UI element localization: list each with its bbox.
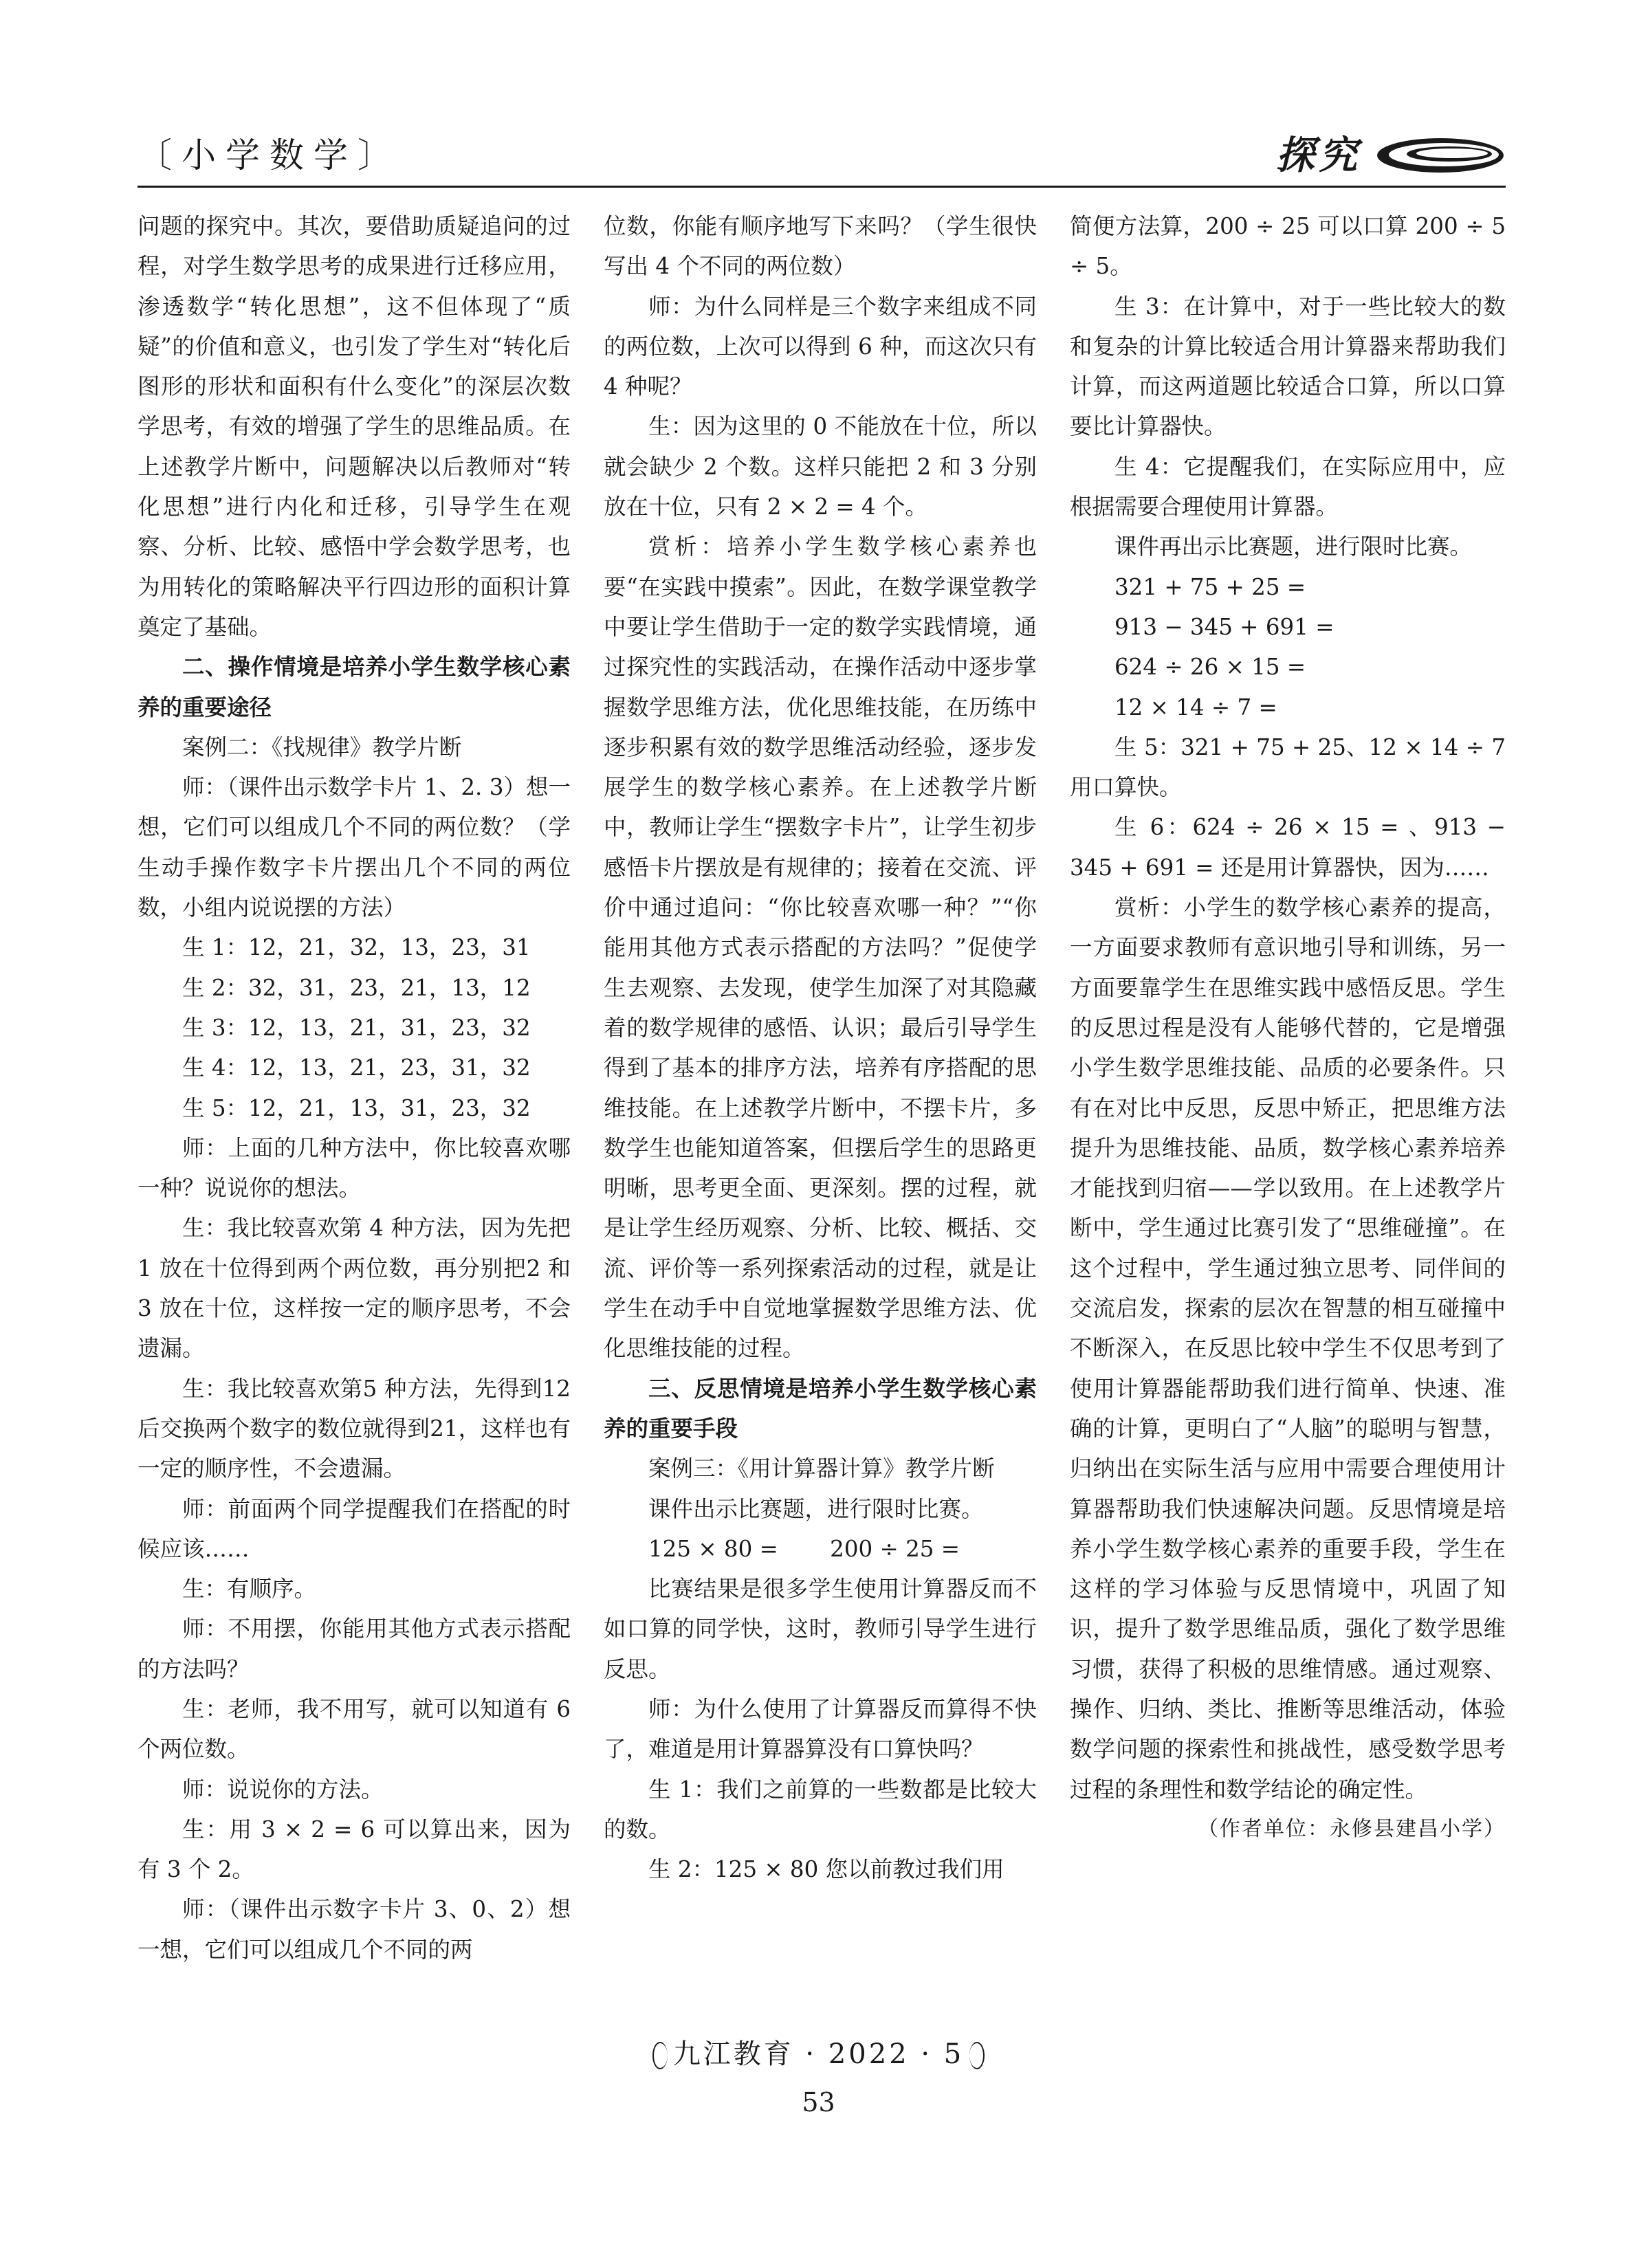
paragraph: 师：为什么同样是三个数字来组成不同的两位数，上次可以得到 6 种，而这次只有 4 种呢？ — [604, 293, 1037, 400]
paragraph: 课件出示比赛题，进行限时比赛。 — [648, 1495, 984, 1522]
paragraph: 位数，你能有顺序地写下来吗？（学生很快写出 4 个不同的两位数） — [604, 213, 1037, 280]
page-footer — [0, 2035, 1637, 2117]
paragraph: 师：说说你的方法。 — [182, 1776, 384, 1803]
paragraph: 生：有顺序。 — [182, 1576, 317, 1603]
running-header — [138, 131, 1506, 186]
paragraph: 课件再出示比赛题，进行限时比赛。 — [1114, 533, 1473, 560]
journal-issue: 九江教育 · 2022 · 5 — [652, 2035, 985, 2073]
section-heading: 三、反思情境是培养小学生数学核心素养的重要手段 — [604, 1375, 1037, 1442]
case-title: 案例二：《找规律》教学片断 — [182, 734, 462, 760]
answer-line: 生 2：32，31，23，21，13，12 — [182, 974, 531, 1001]
column-2 — [604, 206, 1037, 1889]
paragraph: 比赛结果是很多学生使用计算器反而不如口算的同学快，这时，教师引导学生进行反思。 — [604, 1576, 1037, 1682]
column-1 — [138, 206, 571, 1970]
answer-line: 生 5：12，21，13，31，23，32 — [182, 1094, 531, 1121]
section-label: 〔小学数学〕 — [138, 135, 402, 175]
equation-line: 125 × 80 = 200 ÷ 25 = — [648, 1535, 960, 1562]
paragraph: 师：（课件出示数字卡片 3、0、2）想一想，它们可以组成几个不同的两 — [138, 1896, 571, 1963]
section-tag-right — [1276, 131, 1506, 180]
paragraph: 生：用 3 × 2 = 6 可以算出来，因为有 3 个 2。 — [138, 1816, 571, 1883]
column-3 — [1070, 206, 1506, 1849]
paragraph: 生：我比较喜欢第 4 种方法，因为先把 1 放在十位得到两个两位数，再分别把2 和3 放在十位，这样按一定的顺序思考，不会遗漏。 — [138, 1215, 571, 1362]
equation-line: 321 + 75 + 25 = — [1114, 573, 1306, 600]
equation-line: 12 × 14 ÷ 7 = — [1114, 694, 1277, 720]
paragraph: 师：为什么使用了计算器反而算得不快了，难道是用计算器算没有口算快吗？ — [604, 1695, 1037, 1763]
equation-line: 913 − 345 + 691 = — [1114, 613, 1334, 640]
paragraph: 生 6：624 ÷ 26 × 15 = 、913 − 345 + 691 = 还是用计算器快，因为…… — [1070, 814, 1506, 881]
paragraph: 问题的探究中。其次，要借助质疑追问的过程，对学生数学思考的成果进行迁移应用，渗透数学“转化思想”，这不但体现了“质疑”的价值和意义，也引发了学生对“转化后图形的形状和面积有什么变化”的深层次数学思考，有效的增强了学生的思维品质。在上述教学片断中，问题解决以后教师对“转化思想”进行内化和迁移，引导学生在观察、分析、比较、感悟中学会数学思考，也为用转化的策略解决平行四边形的面积计算奠定了基础。 — [138, 213, 571, 640]
paragraph: 师：（课件出示数学卡片 1、2. 3）想一想，它们可以组成几个不同的两位数？（学生动手操作数字卡片摆出几个不同的两位数，小组内说说摆的方法） — [138, 774, 571, 921]
paragraph: 师：上面的几种方法中，你比较喜欢哪一种？说说你的想法。 — [138, 1134, 571, 1202]
header-rule — [138, 186, 1506, 188]
paragraph: 生 1：我们之前算的一些数都是比较大的数。 — [604, 1776, 1037, 1842]
paragraph: 师：前面两个同学提醒我们在搭配的时候应该…… — [138, 1495, 571, 1562]
case-title: 案例三：《用计算器计算》教学片断 — [648, 1455, 995, 1482]
paragraph: 生 3：在计算中，对于一些比较大的数和复杂的计算比较适合用计算器来帮助我们计算，而这两道题比较适合口算，所以口算要比计算器快。 — [1070, 293, 1506, 440]
paragraph: 赏析：小学生的数学核心素养的提高，一方面要求教师有意识地引导和训练，另一方面要靠学生在思维实践中感悟反思。学生的反思过程是没有人能够代替的，它是增强小学生数学思维技能、品质的必要条件。只有在对比中反思，反思中矫正，把思维方法提升为思维技能、品质，数学核心素养培养才能找到归宿——学以致用。在上述教学片断中，学生通过比赛引发了“思维碰撞”。在这个过程中，学生通过独立思考、同伴间的交流启发，探索的层次在智慧的相互碰撞中不断深入，在反思比较中学生不仅思考到了使用计算器能帮助我们进行简单、快速、准确的计算，更明白了“人脑”的聪明与智慧，归纳出在实际生活与应用中需要合理使用计算器帮助我们快速解决问题。反思情境是培养小学生数学核心素养的重要手段，学生在这样的学习体验与反思情境中，巩固了知识，提升了数学思维品质，强化了数学思维习惯，获得了积极的思维情感。通过观察、操作、归纳、类比、推断等思维活动，体验数学问题的探索性和挑战性，感受数学思考过程的条理性和数学结论的确定性。 — [1070, 894, 1506, 1803]
paragraph: 生 5：321 + 75 + 25、12 × 14 ÷ 7 用口算快。 — [1070, 734, 1506, 801]
paragraph: 师：不用摆，你能用其他方式表示搭配的方法吗？ — [138, 1616, 571, 1682]
paragraph: 生 4：它提醒我们，在实际应用中，应根据需要合理使用计算器。 — [1070, 453, 1506, 520]
answer-line: 生 1：12，21，32，13，23，31 — [182, 934, 531, 961]
answer-line: 生 4：12，13，21，23，31，32 — [182, 1055, 531, 1081]
section-heading: 二、操作情境是培养小学生数学核心素养的重要途径 — [138, 654, 571, 720]
paragraph: 生：老师，我不用写，就可以知道有 6 个两位数。 — [138, 1695, 571, 1763]
paragraph: 赏析：培养小学生数学核心素养也要“在实践中摸索”。因此，在数学课堂教学中要让学生借助于一定的数学实践情境，通过探究性的实践活动，在操作活动中逐步掌握数学思维方法，优化思维技能，在历练中逐步积累有效的数学思维活动经验，逐步发展学生的数学核心素养。在上述教学片断中，教师让学生“摆数字卡片”，让学生初步感悟卡片摆放是有规律的；接着在交流、评价中通过追问：“你比较喜欢哪一种？”“你能用其他方式表示搭配的方法吗？”促使学生去观察、去发现，使学生加深了对其隐藏着的数学规律的感悟、认识；最后引导学生得到了基本的排序方法，培养有序搭配的思维技能。在上述教学片断中，不摆卡片，多数学生也能知道答案，但摆后学生的思路更明晰，思考更全面、更深刻。摆的过程，就是让学生经历观察、分析、比较、概括、交流、评价等一系列探索活动的过程，就是让学生在动手中自觉地掌握数学思维方法、优化思维技能的过程。 — [604, 533, 1037, 1362]
equation-line: 624 ÷ 26 × 15 = — [1114, 654, 1306, 681]
paragraph: 生 2：125 × 80 您以前教过我们用 — [648, 1856, 1004, 1883]
paragraph: 生：我比较喜欢第5 种方法，先得到12 后交换两个数字的数位就得到21，这样也有一定的顺序性，不会遗漏。 — [138, 1375, 571, 1482]
answer-line: 生 3：12，13，21，31，23，32 — [182, 1014, 531, 1041]
author-affiliation: （作者单位：永修县建昌小学） — [1198, 1816, 1506, 1841]
paragraph: 简便方法算，200 ÷ 25 可以口算 200 ÷ 5 ÷ 5。 — [1070, 213, 1506, 280]
paragraph: 生：因为这里的 0 不能放在十位，所以就会缺少 2 个数。这样只能把 2 和 3 分别放在十位，只有 2 × 2 = 4 个。 — [604, 413, 1037, 520]
column-tag: 探究 — [1276, 133, 1361, 178]
page-number: 53 — [802, 2087, 835, 2117]
swoosh-logo-icon — [1375, 136, 1506, 175]
